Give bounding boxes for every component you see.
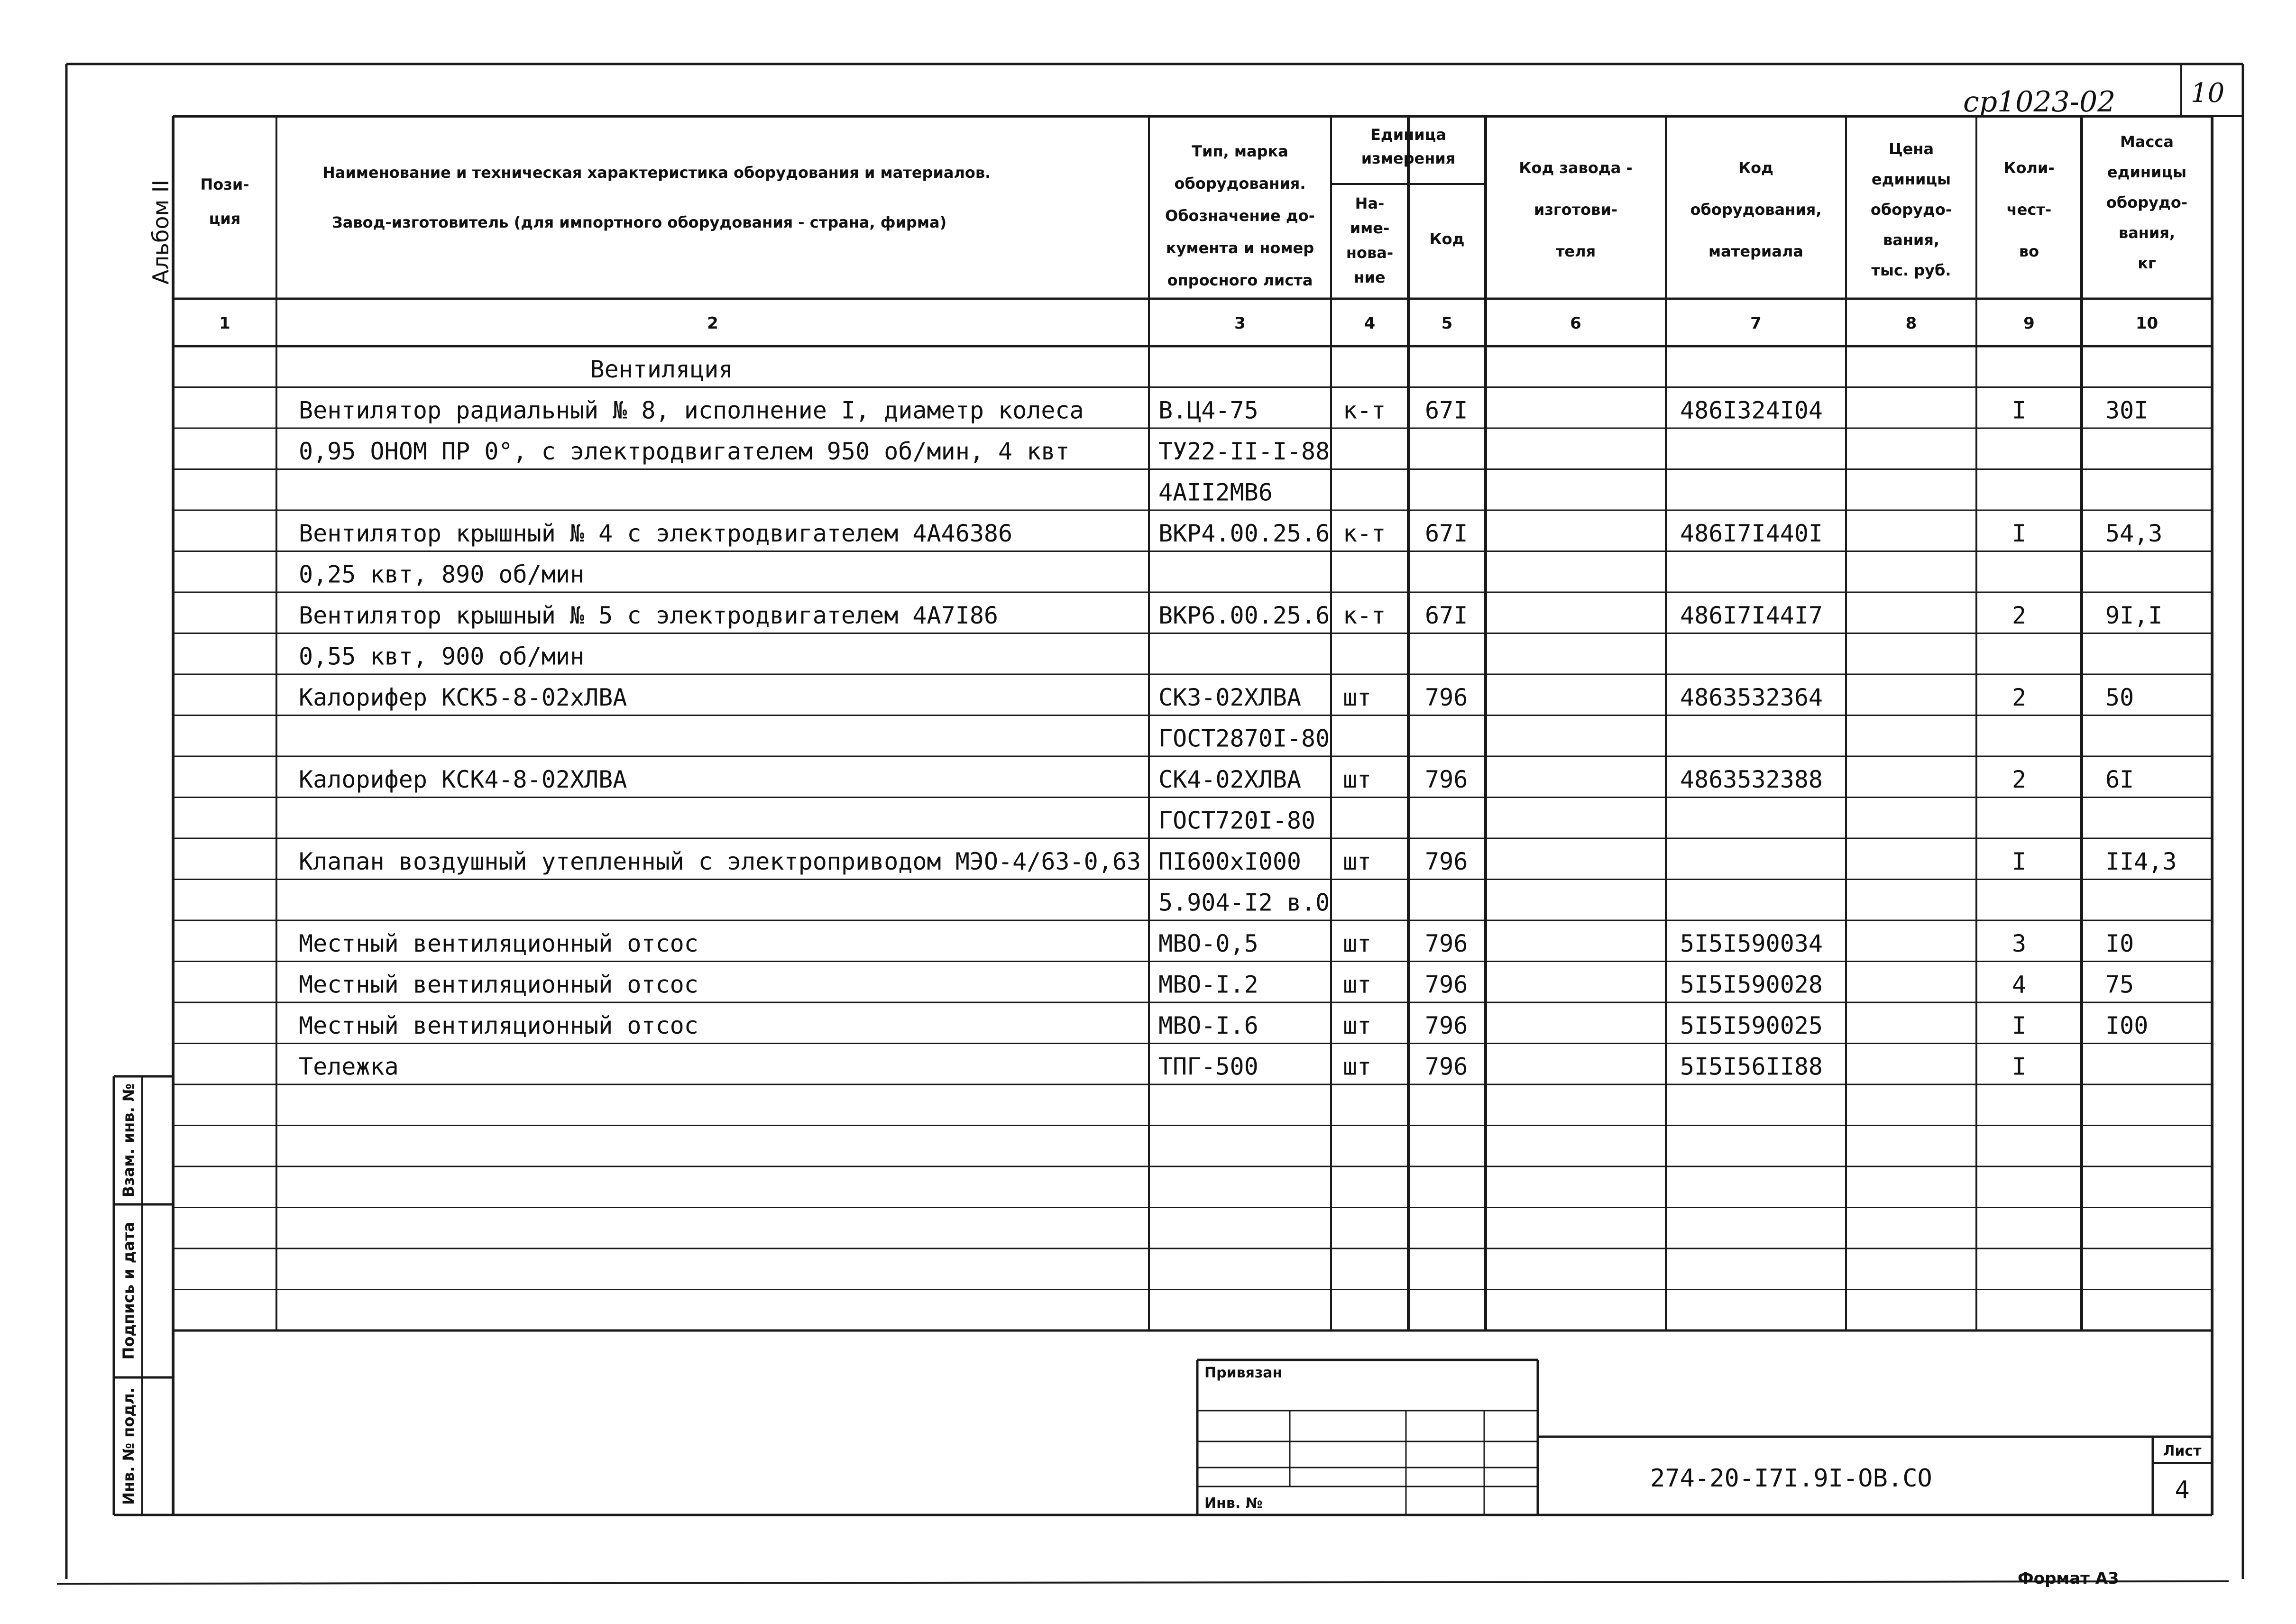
row-unit-code: 796 xyxy=(1425,766,1468,793)
row-name: Вентилятор крышный № 5 с электродвигателем 4А7I86 xyxy=(299,602,999,629)
header-type-4: опросного листа xyxy=(1167,271,1313,289)
row-unit: шт xyxy=(1343,848,1372,875)
row-type: 4АII2МВ6 xyxy=(1158,478,1273,506)
row-mass: 50 xyxy=(2105,684,2134,711)
column-number-1: 1 xyxy=(219,314,230,333)
table-row xyxy=(1158,725,1330,752)
table-row xyxy=(299,602,2162,629)
row-name: Калорифер КСК5-8-02хЛВА xyxy=(299,684,627,711)
row-name: Калорифер КСК4-8-02ХЛВА xyxy=(299,766,627,793)
row-equip-code: 5I5I590025 xyxy=(1680,1012,1823,1039)
row-unit: шт xyxy=(1343,684,1372,711)
column-number-row xyxy=(219,314,2158,333)
header-type-2: Обозначение до- xyxy=(1165,207,1315,225)
header-price-4: тыс. руб. xyxy=(1871,261,1951,279)
row-unit-code: 796 xyxy=(1425,930,1468,957)
row-unit: к-т xyxy=(1343,396,1386,424)
table-row xyxy=(299,520,2162,547)
table-header xyxy=(200,126,2187,289)
row-mass: I0 xyxy=(2105,930,2134,957)
row-type: МВО-0,5 xyxy=(1158,930,1258,957)
row-equip-code: 5I5I56II88 xyxy=(1680,1053,1823,1081)
row-type: ТУ22-II-I-88 xyxy=(1158,438,1330,465)
table-row xyxy=(1158,807,1315,835)
row-unit: к-т xyxy=(1343,520,1386,547)
row-equip-code: 4863532364 xyxy=(1680,684,1823,711)
bound-label: Привязан xyxy=(1204,1365,1283,1381)
header-price-2: оборудо- xyxy=(1870,201,1952,219)
header-position-1: ция xyxy=(209,210,241,228)
header-price-0: Цена xyxy=(1888,140,1934,158)
row-unit-code: 67I xyxy=(1425,520,1468,547)
header-unit-name-1: име- xyxy=(1350,219,1390,237)
row-equip-code: 4863532388 xyxy=(1680,766,1823,793)
row-qty: I xyxy=(2012,1012,2027,1039)
sheet-mark: ср1023-02 xyxy=(1963,85,2116,119)
row-type: ГОСТ2870I-80 xyxy=(1158,725,1330,752)
signature-date-stamp: Подпись и дата xyxy=(119,1221,138,1360)
row-qty: I xyxy=(2012,396,2027,424)
row-unit-code: 796 xyxy=(1425,1012,1468,1039)
row-name: Тележка xyxy=(299,1053,399,1081)
column-number-6: 6 xyxy=(1570,314,1581,333)
header-position-0: Пози- xyxy=(200,175,249,193)
table-row xyxy=(299,561,584,588)
row-type: СКЗ-02ХЛВА xyxy=(1158,684,1302,711)
table-row xyxy=(299,971,2134,999)
row-mass: 9I,I xyxy=(2105,602,2163,629)
table-row xyxy=(299,397,2148,424)
header-price-1: единицы xyxy=(1871,170,1951,188)
row-unit-code: 796 xyxy=(1425,848,1468,875)
table-row xyxy=(1158,479,1273,506)
row-unit: к-т xyxy=(1343,602,1386,629)
row-unit-code: 67I xyxy=(1425,396,1468,424)
row-mass: 75 xyxy=(2105,971,2134,999)
row-equip-code: 486I7I44I7 xyxy=(1680,602,1823,629)
column-number-5: 5 xyxy=(1441,314,1453,333)
row-name: Вентилятор радиальный № 8, исполнение I, диаметр колеса xyxy=(299,396,1084,424)
row-qty: 2 xyxy=(2012,766,2027,793)
row-unit: шт xyxy=(1343,1012,1372,1039)
row-type: ПI600хI000 xyxy=(1158,848,1302,875)
row-mass: II4,3 xyxy=(2105,848,2177,875)
replaced-inventory-stamp: Взам. инв. № xyxy=(119,1083,138,1198)
table-row xyxy=(590,356,733,383)
row-qty: 3 xyxy=(2012,930,2027,957)
row-mass: 6I xyxy=(2105,766,2134,793)
row-name: Клапан воздушный утепленный с электроприводом МЭО-4/63-0,63 xyxy=(299,848,1141,875)
row-mass: I00 xyxy=(2105,1012,2149,1039)
column-number-4: 4 xyxy=(1364,314,1376,333)
format-label: Формат А3 xyxy=(2018,1569,2119,1588)
header-type-1: оборудования. xyxy=(1174,174,1306,193)
header-mass-2: оборудо- xyxy=(2106,193,2188,211)
table-row xyxy=(299,684,2134,711)
row-unit-code: 796 xyxy=(1425,1053,1468,1081)
header-mass-1: единицы xyxy=(2107,163,2187,181)
table-row xyxy=(299,930,2134,957)
side-stamp-column xyxy=(114,1076,173,1515)
album-label: Альбом II xyxy=(148,180,174,284)
row-equip-code: 486I7I440I xyxy=(1680,520,1823,547)
row-name: Вентилятор крышный № 4 с электродвигателем 4А46386 xyxy=(299,520,1013,547)
row-name: Местный вентиляционный отсос xyxy=(299,971,698,999)
row-unit-code: 796 xyxy=(1425,971,1468,999)
row-name: Местный вентиляционный отсос xyxy=(299,1012,698,1039)
table-row xyxy=(299,848,2177,875)
table-row xyxy=(299,766,2134,793)
row-qty: 2 xyxy=(2012,602,2027,629)
row-name: Вентиляция xyxy=(590,356,733,383)
row-type: МВО-I.2 xyxy=(1158,971,1258,999)
table-row xyxy=(299,1012,2148,1039)
row-mass: 30I xyxy=(2105,396,2149,424)
header-mass-4: кг xyxy=(2138,254,2156,272)
header-name-1: Завод-изготовитель (для импортного оборудования - страна, фирма) xyxy=(332,213,947,231)
header-unit-name-0: На- xyxy=(1355,194,1385,212)
row-mass: 54,3 xyxy=(2105,520,2163,547)
table-row xyxy=(1158,889,1330,917)
document-code: 274-20-I7I.9I-ОВ.СО xyxy=(1650,1464,1932,1493)
header-qty-2: во xyxy=(2019,242,2039,260)
header-price-3: вания, xyxy=(1883,231,1940,249)
row-name: 0,95 ОНОМ ПР 0°, с электродвигателем 950 об/мин, 4 квт xyxy=(299,438,1070,465)
header-equip-code-1: оборудования, xyxy=(1690,201,1822,219)
table-row xyxy=(299,438,1330,465)
header-maker-code-0: Код завода - xyxy=(1519,159,1633,177)
table-row xyxy=(299,643,584,670)
column-number-9: 9 xyxy=(2023,314,2035,333)
header-name-0: Наименование и техническая характеристика оборудования и материалов. xyxy=(322,164,991,182)
row-qty: 2 xyxy=(2012,684,2027,711)
column-number-10: 10 xyxy=(2135,314,2158,333)
header-unit-name-2: нова- xyxy=(1346,244,1394,262)
corner-number: 10 xyxy=(2191,78,2225,109)
row-name: 0,55 квт, 900 об/мин xyxy=(299,642,585,670)
row-name: Местный вентиляционный отсос xyxy=(299,930,698,957)
header-unit-group-1: измерения xyxy=(1361,149,1456,167)
header-unit-group-0: Единица xyxy=(1370,126,1446,144)
header-equip-code-0: Код xyxy=(1738,159,1773,177)
title-block xyxy=(1197,1360,2212,1515)
header-type-0: Тип, марка xyxy=(1192,142,1288,160)
row-type: ТПГ-500 xyxy=(1158,1053,1258,1081)
row-unit: шт xyxy=(1343,766,1372,793)
column-number-3: 3 xyxy=(1234,314,1246,333)
header-mass-3: вания, xyxy=(2118,224,2176,242)
row-equip-code: 486I324I04 xyxy=(1680,396,1823,424)
header-mass-0: Масса xyxy=(2120,133,2174,151)
inventory-number-stamp: Инв. № подл. xyxy=(119,1387,138,1505)
header-qty-0: Коли- xyxy=(2003,159,2055,177)
table-row xyxy=(299,1053,2026,1081)
row-type: В.Ц4-75 xyxy=(1158,396,1258,424)
sheet-number: 4 xyxy=(2175,1476,2190,1505)
row-name: 0,25 квт, 890 об/мин xyxy=(299,560,585,588)
row-qty: 4 xyxy=(2012,971,2027,999)
row-qty: I xyxy=(2012,848,2027,875)
row-type: СК4-02ХЛВА xyxy=(1158,766,1302,793)
row-qty: I xyxy=(2012,520,2027,547)
header-unit-name-3: ние xyxy=(1354,268,1386,286)
column-number-2: 2 xyxy=(707,314,718,333)
row-unit: шт xyxy=(1343,971,1372,999)
sheet-label: Лист xyxy=(2163,1443,2202,1459)
row-type: ВКР4.00.25.6 xyxy=(1158,520,1330,547)
row-equip-code: 5I5I590028 xyxy=(1680,971,1823,999)
table-body xyxy=(299,356,2177,1081)
row-unit-code: 67I xyxy=(1425,602,1468,629)
column-number-8: 8 xyxy=(1905,314,1917,333)
row-type: 5.904-I2 в.0 xyxy=(1158,889,1330,917)
header-equip-code-2: материала xyxy=(1708,242,1803,260)
row-unit: шт xyxy=(1343,930,1372,957)
row-equip-code: 5I5I590034 xyxy=(1680,930,1823,957)
row-type: ВКР6.00.25.6 xyxy=(1158,602,1330,629)
row-qty: I xyxy=(2012,1053,2027,1081)
header-unit-code: Код xyxy=(1429,230,1465,248)
header-maker-code-1: изготови- xyxy=(1534,201,1618,219)
row-unit-code: 796 xyxy=(1425,684,1468,711)
row-type: ГОСТ720I-80 xyxy=(1158,807,1316,835)
header-maker-code-2: теля xyxy=(1555,242,1596,260)
column-number-7: 7 xyxy=(1750,314,1762,333)
header-type-3: кумента и номер xyxy=(1166,239,1314,257)
inventory-label: Инв. № xyxy=(1204,1495,1263,1512)
row-unit: шт xyxy=(1343,1053,1372,1081)
row-type: МВО-I.6 xyxy=(1158,1012,1258,1039)
header-qty-1: чест- xyxy=(2006,201,2052,219)
